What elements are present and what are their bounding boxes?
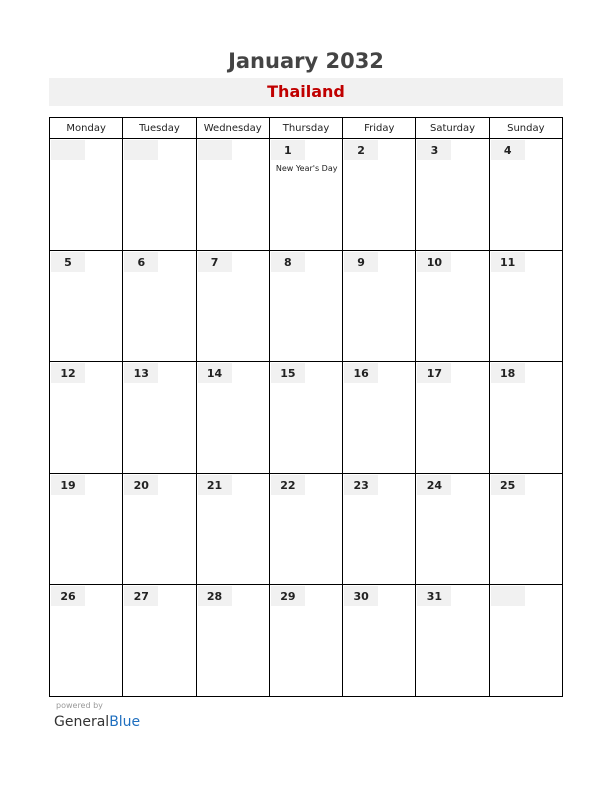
day-cell [343,473,416,585]
day-number: 15 [271,363,305,383]
day-number: 23 [344,475,378,495]
day-cell [196,250,269,362]
day-cell [416,139,489,251]
day-cell [269,362,342,474]
day-number [124,140,158,160]
day-number: 21 [198,475,232,495]
day-number: 11 [491,252,525,272]
day-number: 7 [198,252,232,272]
week-row [50,473,563,585]
day-number: 1 [271,140,305,160]
day-cell [50,250,123,362]
day-number: 12 [51,363,85,383]
brand-general: General [54,714,110,730]
day-cell [489,473,562,585]
day-cell [489,362,562,474]
day-number: 13 [124,363,158,383]
day-number: 20 [124,475,158,495]
day-number: 29 [271,586,305,606]
day-number: 25 [491,475,525,495]
weekday-friday: Friday [343,118,416,139]
day-cell [343,362,416,474]
day-cell [123,362,196,474]
day-cell [416,250,489,362]
day-number: 30 [344,586,378,606]
day-cell [50,362,123,474]
calendar-grid [49,117,563,697]
weekday-sunday: Sunday [489,118,562,139]
day-number: 24 [417,475,451,495]
day-cell [416,585,489,697]
day-number: 18 [491,363,525,383]
day-number: 4 [491,140,525,160]
generalblue-logo[interactable] [54,712,140,732]
day-cell [196,362,269,474]
day-cell [196,139,269,251]
day-cell [123,585,196,697]
weekday-header-row [50,118,563,139]
day-number: 26 [51,586,85,606]
day-number: 5 [51,252,85,272]
brand-blue: Blue [109,714,141,730]
day-number: 16 [344,363,378,383]
week-row [50,139,563,251]
weekday-thursday: Thursday [269,118,342,139]
day-number: 17 [417,363,451,383]
day-number: 10 [417,252,451,272]
day-number: 19 [51,475,85,495]
day-cell [196,473,269,585]
day-cell [50,585,123,697]
week-row [50,362,563,474]
day-cell [416,473,489,585]
weekday-saturday: Saturday [416,118,489,139]
day-number: 27 [124,586,158,606]
day-cell [343,250,416,362]
day-cell [269,250,342,362]
day-number: 8 [271,252,305,272]
day-number [51,140,85,160]
day-cell [416,362,489,474]
powered-by-label: powered by [56,701,103,710]
day-cell [50,473,123,585]
day-cell [269,473,342,585]
day-cell [489,250,562,362]
day-cell [489,585,562,697]
day-cell [489,139,562,251]
day-number: 9 [344,252,378,272]
holiday-label: New Year's Day [275,164,338,173]
calendar-title: January 2032 [228,49,384,73]
day-number: 14 [198,363,232,383]
day-cell [269,585,342,697]
day-number: 6 [124,252,158,272]
day-number [198,140,232,160]
week-row [50,585,563,697]
day-cell [343,139,416,251]
day-number: 2 [344,140,378,160]
day-number: 3 [417,140,451,160]
day-number: 22 [271,475,305,495]
day-cell [50,139,123,251]
day-number: 28 [198,586,232,606]
day-cell [123,139,196,251]
day-cell [196,585,269,697]
day-cell [343,585,416,697]
day-cell [123,473,196,585]
week-row [50,250,563,362]
weekday-tuesday: Tuesday [123,118,196,139]
day-number: 31 [417,586,451,606]
country-banner [49,78,563,106]
day-cell [123,250,196,362]
weekday-wednesday: Wednesday [196,118,269,139]
weekday-monday: Monday [50,118,123,139]
day-number [491,586,525,606]
country-name: Thailand [267,82,345,101]
day-cell [269,139,342,251]
